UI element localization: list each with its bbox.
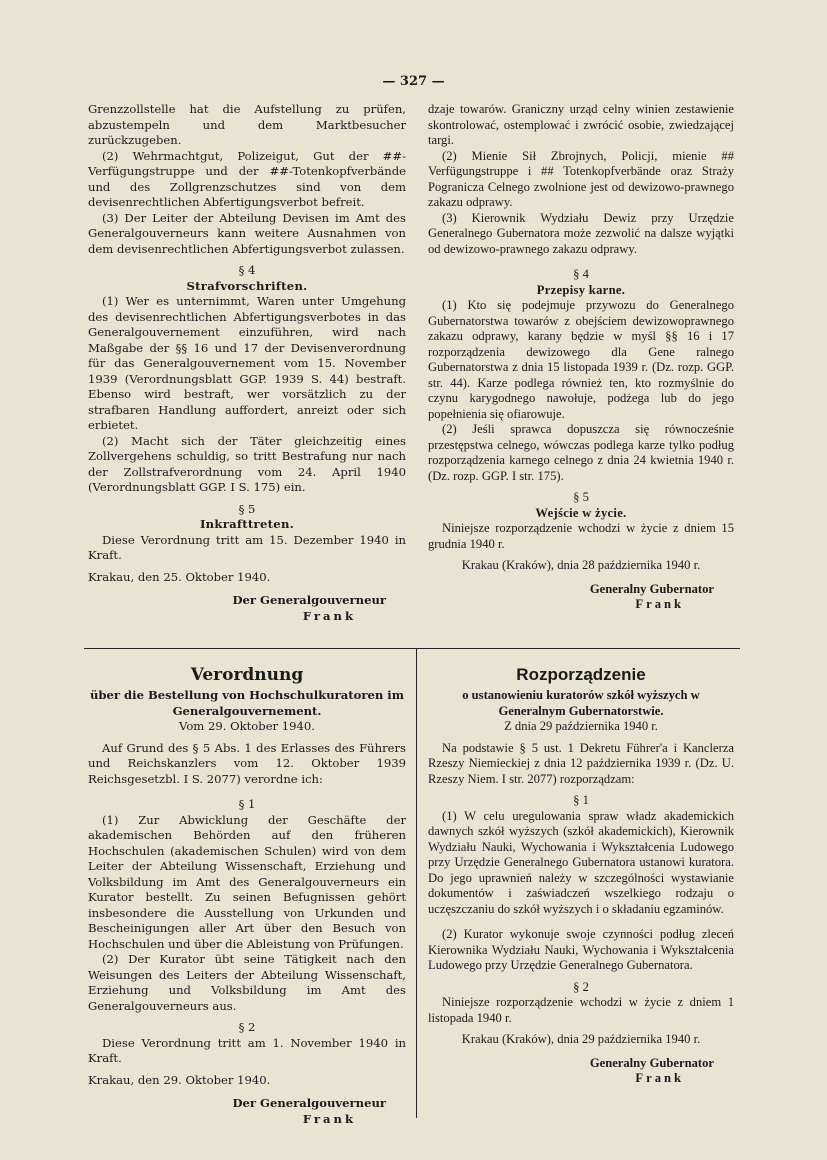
section-number: § 1 — [238, 797, 256, 811]
paragraph: (1) Zur Abwicklung der Geschäfte der akademischen Behörden auf den früheren Hochschulen (akademischen Schulen) wird von dem Leiter der Abteilung Wissenschaft, Erziehung und Volksbildung im Amt des Generalgouverneurs ein Kurator bestellt. Zu seinen Befugnissen gehört insbesondere die Ausstellung von Urkunden und Bescheinigungen aller Art über den Besuch von Hochschulen und über die Ableistung von Prüfungen. — [88, 812, 406, 951]
decree-subtitle: über die Bestellung von Hochschulkuratoren im Generalgouvernement. — [90, 688, 404, 718]
horizontal-divider — [84, 648, 740, 649]
section-number: § 5 — [573, 490, 589, 504]
paragraph: Niniejsze rozporządzenie wchodzi w życie z dniem 15 grudnia 1940 r. — [428, 521, 734, 551]
place-date: Krakau (Kraków), dnia 28 października 1940 r. — [461, 558, 701, 572]
decree-title: Rozporządzenie — [516, 665, 646, 684]
paragraph: Na podstawie § 5 ust. 1 Dekretu Führer'a i Kanclerza Rzeszy Niemieckiej z dnia 12 października 1939 r. (Dz. U. Rzeszy Niem. I str. 2077) rozporządzam: — [428, 740, 734, 786]
paragraph: (2) Der Kurator übt seine Tätigkeit nach den Weisungen des Leiters der Abteilung Wissenschaft, Erziehung und Volksbildung im Amt des Generalgouverneurs aus. — [88, 952, 406, 1013]
paragraph: (2) Mienie Sił Zbrojnych, Policji, mienie ## Verfügungstruppe i ## Totenkopfverbände oraz Straży Pogranicza Celnego zwolnione jest od dewizowo-prawnego zakazu odprawy. — [428, 148, 734, 209]
vertical-divider — [416, 648, 417, 1118]
signature-role: Generalny Gubernator — [589, 1055, 714, 1070]
place-date: Krakau (Kraków), dnia 29 października 1940 r. — [461, 1032, 701, 1046]
signature-role: Generalny Gubernator — [589, 581, 714, 596]
signature-name: Frank — [635, 1071, 684, 1085]
place-date: Krakau, den 29. Oktober 1940. — [88, 1072, 271, 1087]
paragraph: Niniejsze rozporządzenie wchodzi w życie z dniem 1 listopada 1940 r. — [428, 995, 734, 1025]
signature-name: Frank — [302, 608, 356, 623]
paragraph: Grenzzollstelle hat die Aufstellung zu prüfen, abzustempeln und dem Marktbesucher zurückzugeben. — [88, 102, 406, 147]
paragraph: Auf Grund des § 5 Abs. 1 des Erlasses des Führers und Reichskanzlers vom 12. Oktober 1939 Reichsgesetzbl. I S. 2077) verordne ich: — [88, 740, 406, 786]
paragraph: (1) Kto się podejmuje przywozu do Generalnego Gubernatorstwa towarów z obejściem dewizowoprawnego zakazu odprawy, karany będzie w myśl §§ 16 i 17 rozporządzenia dewizowego dla Gene ralnego Gubernatorstwa z dnia 15 listopada 1939 r. (Dz. rozp. GGP. str. 44). Karze podlega również ten, kto rozmyślnie do czynu karygodnego nawołuje, podżega lub do jego popełnienia się ofiarowuje. — [428, 298, 734, 421]
section-title: Inkrafttreten. — [199, 517, 295, 531]
paragraph: (3) Kierownik Wydziału Dewiz przy Urzędzie Generalnego Gubernatora może zezwolić na dalsze wyjątki od dewizowo-prawnego zakazu odprawy. — [428, 210, 734, 256]
section-number: § 1 — [573, 793, 589, 807]
paragraph: (3) Der Leiter der Abteilung Devisen im Amt des Generalgouverneurs kann weitere Ausnahmen von dem devisenrechtlichen Abfertigungsverbot zulassen. — [88, 210, 406, 256]
paragraph: (1) Wer es unternimmt, Waren unter Umgehung des devisenrechtlichen Abfertigungsverbotes in das Generalgouvernement einzuführen, wird nach Maßgabe der §§ 16 und 17 der Devisenverordnung für das Generalgouvernement vom 15. November 1939 (Verordnungsblatt GGP. 1939 S. 44) bestraft. Ebenso wird bestraft, wer vorsätzlich zu der strafbaren Handlung auffordert, anreizt oder sich erbietet. — [88, 294, 406, 432]
decree-date: Vom 29. Oktober 1940. — [179, 719, 315, 733]
section-number: § 4 — [238, 263, 256, 277]
paragraph: dzaje towarów. Graniczny urząd celny winien zestawienie skontrolować, ostemplować i zwrócić osobie, zwiedzającej targi. — [428, 102, 734, 147]
place-date: Krakau, den 25. Oktober 1940. — [88, 569, 271, 584]
bottom-right-column — [428, 664, 734, 1087]
signature-role: Der Generalgouverneur — [232, 1096, 386, 1110]
page-number: — 327 — — [382, 74, 445, 89]
paragraph: Diese Verordnung tritt am 15. Dezember 1940 in Kraft. — [88, 532, 406, 562]
section-title: Wejście w życie. — [535, 505, 627, 520]
top-right-column — [428, 102, 734, 613]
bottom-left-column — [88, 664, 406, 1127]
decree-title: Verordnung — [190, 665, 304, 685]
section-title: Strafvorschriften. — [186, 278, 308, 293]
paragraph: Diese Verordnung tritt am 1. November 1940 in Kraft. — [88, 1035, 406, 1065]
section-number: § 2 — [573, 979, 589, 994]
paragraph: (2) Macht sich der Täter gleichzeitig eines Zollvergehens schuldig, so tritt Bestrafung nur nach der Zollstrafverordnung vom 24. April 1940 (Verordnungsblatt GGP. I S. 175) ein. — [88, 433, 406, 494]
signature-name: Frank — [302, 1111, 356, 1126]
section-number: § 2 — [238, 1020, 256, 1034]
paragraph: (2) Wehrmachtgut, Polizeigut, Gut der ##-Verfügungstruppe und der ##-Totenkopfverbände und des Zollgrenzschutzes sind von dem devisenrechtlichen Abfertigungsverbot befreit. — [88, 148, 406, 209]
signature-role: Der Generalgouverneur — [232, 593, 386, 607]
paragraph: (2) Kurator wykonuje swoje czynności podług zleceń Kierownika Wydziału Nauki, Wychowania i Wykształcenia Ludowego przy Urzędzie Generalnego Gubernatora. — [428, 927, 734, 972]
section-number: § 5 — [238, 501, 256, 516]
paragraph: (2) Jeśli sprawca dopuszcza się równocześnie przestępstwa celnego, wówczas podlega karze tylko podług rozporządzenia karnego celnego z dnia 24 kwietnia 1940 r. (Dz. rozp. GGP. I str. 175). — [428, 422, 734, 483]
paragraph: (1) W celu uregulowania spraw władz akademickich dawnych szkół wyższych (szkół akademickich), Kierownik Wydziału Nauki, Wychowania i Wykształcenia Ludowego przy Urzędzie Generalnego Gubernatora ustanowi kuratora. Do jego uprawnień należy w szczególności wystawianie dokumentów i zaświadczeń wszelkiego rodzaju o uczęszczaniu do szkół wyższych i o składaniu egzaminów. — [428, 808, 734, 916]
section-number: § 4 — [573, 267, 589, 281]
signature-name: Frank — [635, 597, 684, 611]
decree-subtitle: o ustanowieniu kuratorów szkół wyższych w Generalnym Gubernatorstwie. — [462, 688, 700, 718]
top-left-column — [88, 102, 406, 624]
section-title: Przepisy karne. — [536, 282, 626, 297]
decree-date: Z dnia 29 października 1940 r. — [504, 719, 658, 733]
